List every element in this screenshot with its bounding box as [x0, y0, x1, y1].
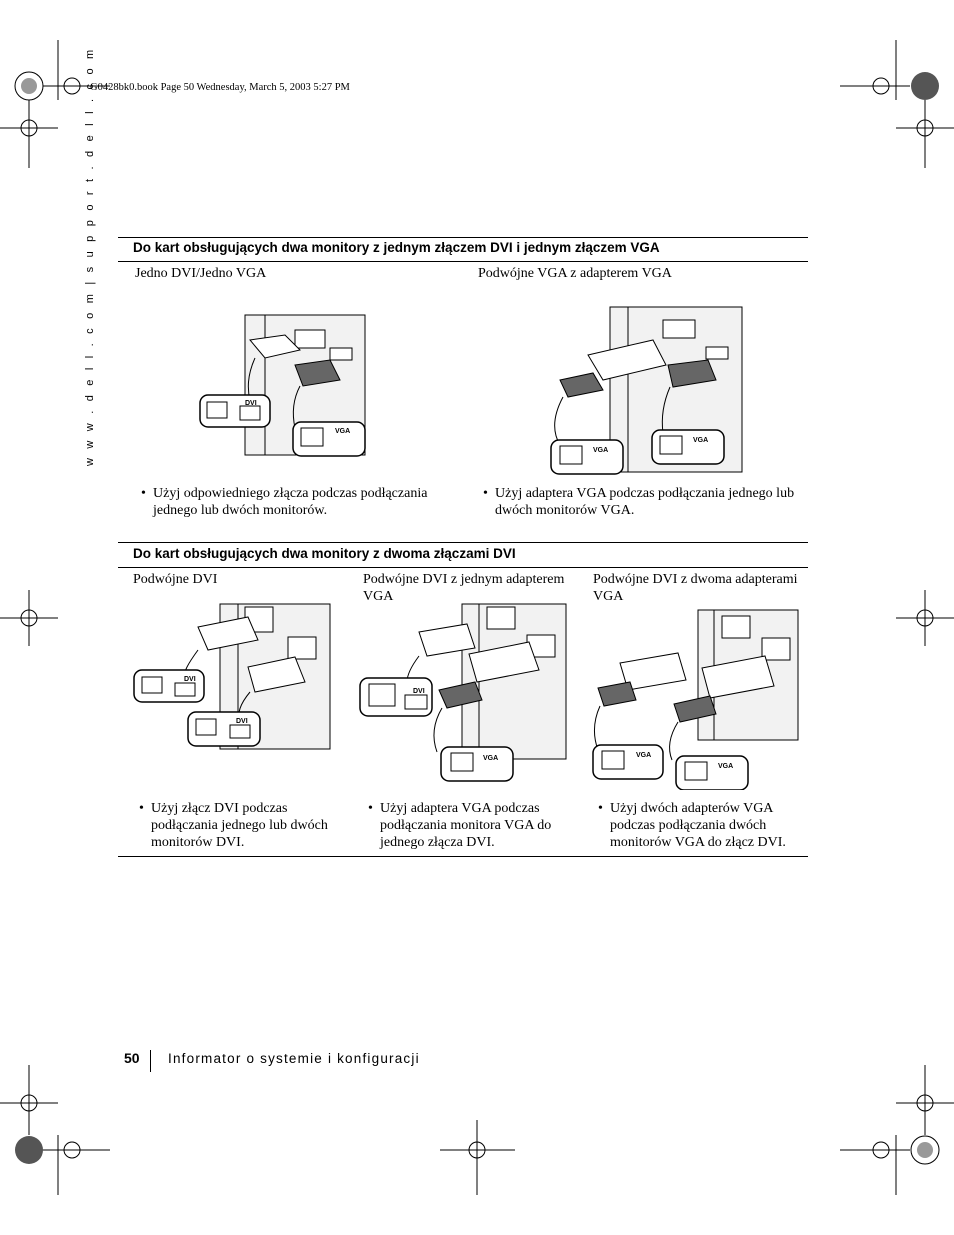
- footer-title: Informator o systemie i konfiguracji: [168, 1051, 420, 1066]
- bullet-dot: •: [598, 801, 603, 816]
- bullet-dot: •: [141, 486, 146, 501]
- fig4-dvi-label: DVI: [413, 688, 425, 695]
- fig3-dvi-label-2: DVI: [236, 718, 248, 725]
- fig5-vga-label-2: VGA: [718, 763, 734, 770]
- section2-title-rule: [118, 567, 808, 568]
- fig1-vga-label: VGA: [335, 428, 351, 435]
- illustration-dvi-vga: [195, 310, 375, 460]
- section2-col3-bullet: • Użyj dwóch adapterów VGA podczas podłączania dwóch monitorów VGA do złącz DVI.: [598, 801, 786, 850]
- section1-col2-bullet: • Użyj adaptera VGA podczas podłączania jednego lub dwóch monitorów VGA.: [483, 486, 795, 518]
- section2-col3-label: Podwójne DVI z dwoma adapterami VGA: [593, 572, 798, 604]
- bullet-dot: •: [368, 801, 373, 816]
- section1-title: Do kart obsługujących dwa monitory z jednym złączem DVI i jednym złączem VGA: [133, 240, 660, 255]
- section1-title-rule: [118, 261, 808, 262]
- fig2-vga-label-1: VGA: [593, 447, 609, 454]
- bullet-dot: •: [483, 486, 488, 501]
- section1-col2-label: Podwójne VGA z adapterem VGA: [478, 266, 672, 281]
- fig2-vga-label-2: VGA: [693, 437, 709, 444]
- fig4-vga-label: VGA: [483, 755, 499, 762]
- footer-divider: [150, 1050, 151, 1072]
- fig1-dvi-label: DVI: [245, 400, 257, 407]
- section2-title: Do kart obsługujących dwa monitory z dwoma złączami DVI: [133, 546, 516, 561]
- section2-col2-bullet: • Użyj adaptera VGA podczas podłączania monitora VGA do jednego złącza DVI.: [368, 801, 552, 850]
- illustration-dvi-one-vga-adapter: [357, 602, 569, 787]
- side-url-text: w w w . d e l l . c o m | s u p p o r t . d e l l . c o m: [84, 46, 96, 466]
- section2-bottom-rule: [118, 856, 808, 857]
- illustration-dual-vga-adapter: [548, 305, 748, 475]
- section1-col1-label: Jedno DVI/Jedno VGA: [135, 266, 267, 281]
- section2-col2-label: Podwójne DVI z jednym adapterem VGA: [363, 572, 565, 604]
- fig3-dvi-label-1: DVI: [184, 676, 196, 683]
- section2-top-rule: [118, 542, 808, 543]
- section2-col1-label: Podwójne DVI: [133, 572, 218, 587]
- illustration-dual-dvi: [130, 602, 335, 752]
- section1-col1-bullet: • Użyj odpowiedniego złącza podczas podłączania jednego lub dwóch monitorów.: [141, 486, 428, 518]
- page-number: 50: [124, 1050, 140, 1066]
- section2-col1-bullet: • Użyj złącz DVI podczas podłączania jednego lub dwóch monitorów DVI.: [139, 801, 328, 850]
- fig5-vga-label-1: VGA: [636, 752, 652, 759]
- illustration-dvi-two-vga-adapters: [590, 608, 802, 790]
- section1-top-rule: [118, 237, 808, 238]
- bullet-dot: •: [139, 801, 144, 816]
- print-header: G0428bk0.book Page 50 Wednesday, March 5, 2003 5:27 PM: [90, 82, 350, 93]
